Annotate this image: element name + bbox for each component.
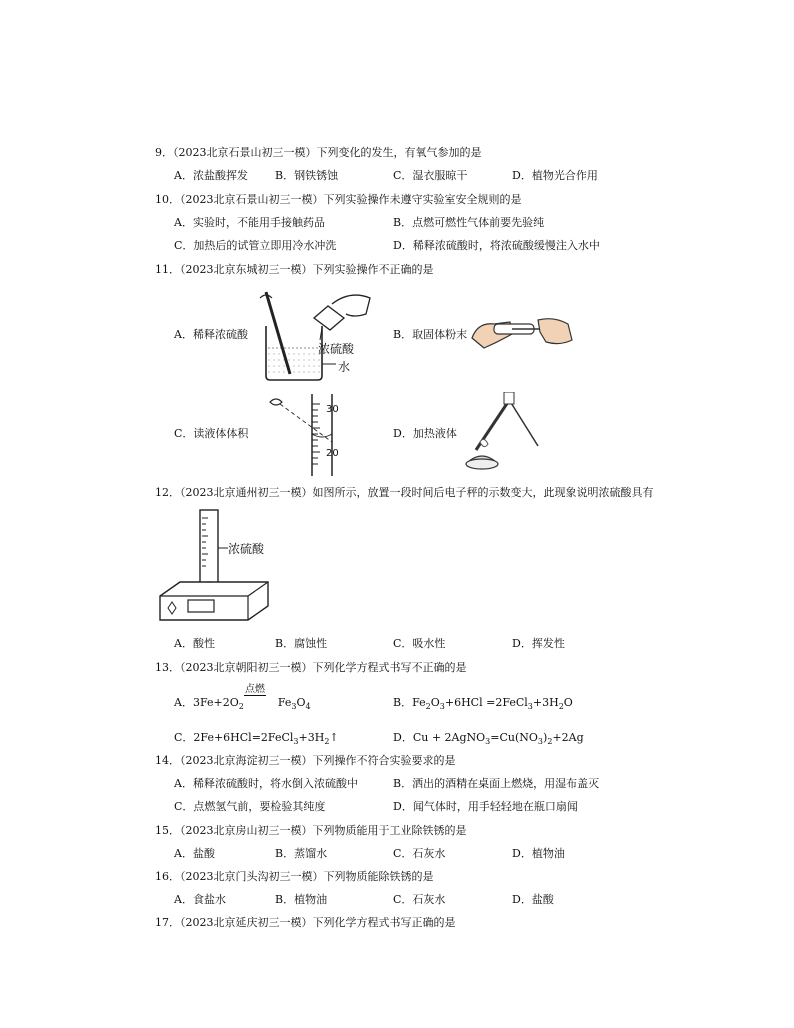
q15-option-c[interactable]: C．石灰水 (393, 847, 446, 860)
q12-option-a[interactable]: A．酸性 (174, 637, 215, 650)
eq-sub: 3 (439, 702, 445, 712)
eq-sub: 3 (537, 737, 544, 747)
q10-option-c[interactable]: C．加热后的试管立即用冷水冲洗 (174, 239, 337, 252)
eq-sub: 3 (293, 737, 299, 747)
question-9-stem: 9．（2023北京石景山初三一模）下列变化的发生，有氧气参加的是 (155, 146, 482, 159)
q13-option-a[interactable] (174, 696, 311, 714)
eq-text: Fe (412, 696, 426, 709)
q13-a-left: 3Fe+2O (192, 696, 239, 709)
eq-text: +3H (298, 731, 325, 744)
eq-text: +2Ag (552, 731, 584, 744)
eq-text: O (430, 696, 440, 709)
eq-sub: 2 (547, 737, 553, 747)
q11-option-c[interactable]: C．读液体体积 (174, 427, 249, 440)
question-11-stem: 11．（2023北京东城初三一模）下列实验操作不正确的是 (155, 263, 434, 276)
q12-option-c[interactable]: C．吸水性 (393, 637, 446, 650)
q9-option-d[interactable]: D．植物光合作用 (512, 169, 598, 182)
eq-text: ) (543, 731, 548, 744)
question-13-stem: 13．（2023北京朝阳初三一模）下列化学方程式书写不正确的是 (155, 661, 467, 674)
eq-sub: 3 (485, 737, 491, 747)
question-15-stem: 15．（2023北京房山初三一模）下列物质能用于工业除铁锈的是 (155, 824, 467, 837)
eq-text: =Cu(NO (490, 731, 538, 744)
eq-sub: 2 (324, 737, 330, 747)
eq-text: O (563, 696, 573, 709)
q9-option-c[interactable]: C．湿衣服晾干 (393, 169, 468, 182)
eq-text: Cu + 2AgNO (412, 731, 486, 744)
q13-a-condition: 点燃 (245, 684, 265, 695)
question-10-stem: 10．（2023北京石景山初三一模）下列实验操作未遵守实验室安全规则的是 (155, 193, 522, 206)
heat-liquid-figure (458, 392, 542, 472)
q11-option-b[interactable]: B．取固体粉末 (393, 328, 468, 341)
question-14-stem: 14．（2023北京海淀初三一模）下列操作不符合实验要求的是 (155, 754, 456, 767)
q14-option-c[interactable]: C．点燃氢气前，要检验其纯度 (174, 800, 326, 813)
q12-option-d[interactable]: D．挥发性 (512, 637, 565, 650)
q13-option-a-letter: A． (174, 696, 193, 709)
q14-option-a[interactable]: A．稀释浓硫酸时，将水倒入浓硫酸中 (174, 777, 358, 790)
q10-option-b[interactable]: B．点燃可燃性气体前要先验纯 (393, 216, 545, 229)
q13-a-sub3: 4 (305, 702, 311, 712)
q13-option-d-letter: D． (393, 731, 413, 744)
q12-acid-label: 浓硫酸 (228, 542, 265, 556)
q13-option-d[interactable] (393, 731, 584, 749)
q10-option-d[interactable]: D．稀释浓硫酸时，将浓硫酸缓慢注入水中 (393, 239, 600, 252)
eq-text: ↑ (329, 731, 339, 744)
eq-sub: 2 (425, 702, 431, 712)
q15-option-b[interactable]: B．蒸馏水 (275, 847, 328, 860)
q14-option-d[interactable]: D．闻气体时，用手轻轻地在瓶口扇闻 (393, 800, 578, 813)
q12-option-b[interactable]: B．腐蚀性 (275, 637, 328, 650)
q16-option-a[interactable]: A．食盐水 (174, 893, 226, 906)
electronic-scale-figure (158, 508, 288, 622)
question-12-stem: 12．（2023北京通州初三一模）如图所示，放置一段时间后电子秤的示数变大，此现象说明浓硫酸具有 (155, 486, 654, 499)
q13-a-right: Fe (277, 696, 292, 709)
q10-option-a[interactable]: A．实验时，不能用手接触药品 (174, 216, 325, 229)
q9-option-b[interactable]: B．钢铁锈蚀 (275, 169, 339, 182)
acid-label: 浓硫酸 (318, 342, 355, 356)
question-17-stem: 17．（2023北京延庆初三一模）下列化学方程式书写正确的是 (155, 916, 456, 929)
q13-a-sub2: 3 (291, 702, 297, 712)
scale-20-label: 20 (326, 448, 339, 459)
eq-text: +3H (532, 696, 559, 709)
eq-text: +6HCl =2FeCl (444, 696, 528, 709)
q13-option-c[interactable] (174, 731, 339, 749)
scale-30-label: 30 (326, 404, 339, 415)
q16-option-b[interactable]: B．植物油 (275, 893, 328, 906)
q13-option-b-letter: B． (393, 696, 413, 709)
q11-option-a[interactable]: A．稀释浓硫酸 (174, 328, 248, 341)
q13-a-right2: O (296, 696, 306, 709)
question-16-stem: 16．（2023北京门头沟初三一模）下列物质能除铁锈的是 (155, 870, 434, 883)
q13-option-c-letter: C． (174, 731, 194, 744)
q15-option-a[interactable]: A．盐酸 (174, 847, 215, 860)
q16-option-c[interactable]: C．石灰水 (393, 893, 446, 906)
q11-option-d[interactable]: D．加热液体 (393, 427, 457, 440)
q16-option-d[interactable]: D．盐酸 (512, 893, 554, 906)
q14-option-b[interactable]: B．洒出的酒精在桌面上燃烧，用湿布盖灭 (393, 777, 600, 790)
q9-option-a[interactable]: A．浓盐酸挥发 (174, 169, 248, 182)
q13-option-b[interactable] (393, 696, 573, 714)
take-powder-figure (470, 308, 574, 352)
q15-option-d[interactable]: D．植物油 (512, 847, 565, 860)
q13-a-sub1: 2 (238, 702, 244, 712)
water-label: 水 (338, 360, 351, 374)
eq-text: 2Fe+6HCl=2FeCl (193, 731, 294, 744)
eq-sub: 3 (527, 702, 533, 712)
eq-sub: 2 (558, 702, 564, 712)
read-volume-figure (266, 394, 346, 476)
dilute-acid-figure (258, 288, 376, 384)
